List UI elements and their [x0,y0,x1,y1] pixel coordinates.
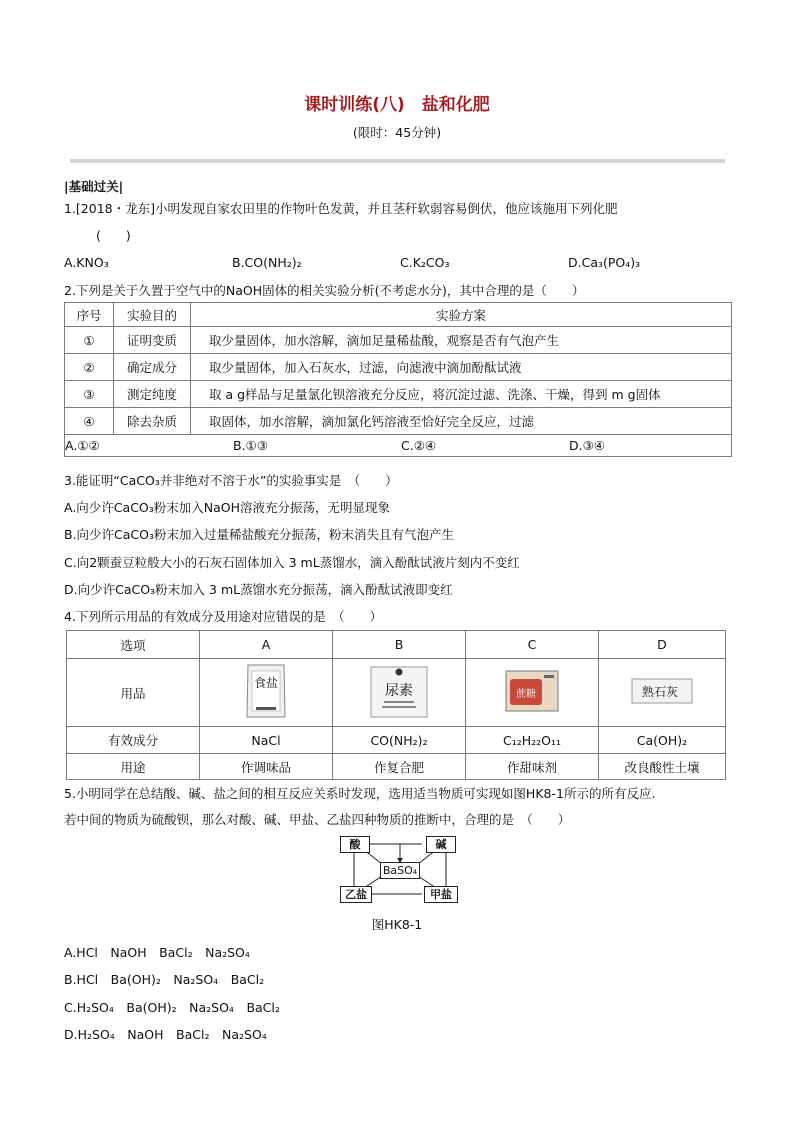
q1-stem: 1.[2018・龙东]小明发现自家农田里的作物叶色发黄，并且茎秆软弱容易倒伏，他应该施用下列化肥 [64,201,618,216]
q2-row4-purpose: 除去杂质 [114,408,191,435]
urea-bag-label: 尿素 [385,683,413,699]
q4-header-option: 选项 [67,631,200,659]
q2-row1-purpose: 证明变质 [114,327,191,354]
table-row [65,408,732,435]
q4-header-b: B [333,631,466,659]
diagram-node-center: BaSO₄ [380,862,420,879]
q2-row3-index: ③ [65,381,114,408]
q4-product-b [333,659,466,727]
slaked-lime-image [630,675,694,710]
q2-row2-purpose: 确定成分 [114,354,191,381]
q3-stem: 3.能证明“CaCO₃并非绝对不溶于水”的实验事实是 （ ） [64,473,398,488]
slaked-lime-label: 熟石灰 [641,685,679,699]
q1-answer-paren: ( ) [96,228,131,243]
q2-row1-index: ① [65,327,114,354]
q5-stem-line1: 5.小明同学在总结酸、碱、盐之间的相互反应关系时发现，选用适当物质可实现如图HK8-1所示的所有反应. [64,786,656,801]
q2-header-purpose: 实验目的 [114,303,191,327]
q2-row3-plan: 取 a g样品与足量氯化钡溶液充分反应，将沉淀过滤、洗涤、干燥，得到 m g固体 [191,381,732,408]
diagram-node-acid: 酸 [340,836,370,853]
table-row [65,381,732,408]
q2-option-c: C.②④ [401,438,437,453]
q4-product-c [466,659,599,727]
q4-component-c: C₁₂H₂₂O₁₁ [466,727,599,754]
q4-row-label-component: 有效成分 [67,727,200,754]
q3-option-c: C.向2颗蚕豆粒般大小的石灰石固体加入 3 mL蒸馏水，滴入酚酞试液片刻内不变红 [64,555,520,570]
q2-options-row [65,435,732,457]
q4-product-a [200,659,333,727]
q2-option-a: A.①② [65,438,100,453]
q5-stem-line2: 若中间的物质为硫酸钡，那么对酸、碱、甲盐、乙盐四种物质的推断中，合理的是 （ ） [64,812,571,827]
q4-use-d: 改良酸性土壤 [599,754,726,780]
q4-header-c: C [466,631,599,659]
q4-component-b: CO(NH₂)₂ [333,727,466,754]
sugar-box-label: 蔗糖 [516,689,536,700]
q2-row1-plan: 取少量固体，加水溶解，滴加足量稀盐酸，观察是否有气泡产生 [191,327,732,354]
q1-option-a: A.KNO₃ [64,255,109,270]
q1-option-b: B.CO(NH₂)₂ [232,255,302,270]
q1-option-c: C.K₂CO₃ [400,255,450,270]
q4-row-label-use: 用途 [67,754,200,780]
table-row [67,659,726,727]
header-divider [70,159,725,163]
diagram-node-salt-a: 甲盐 [424,886,458,903]
page-title: 课时训练(八) 盐和化肥 [304,95,490,115]
q4-use-b: 作复合肥 [333,754,466,780]
q3-option-d: D.向少许CaCO₃粉末加入 3 mL蒸馏水充分振荡，滴入酚酞试液即变红 [64,582,453,597]
q2-header-index: 序号 [65,303,114,327]
q4-product-d [599,659,726,727]
q3-option-b: B.向少许CaCO₃粉末加入过量稀盐酸充分振荡，粉末消失且有气泡产生 [64,527,455,542]
diagram-node-base: 碱 [426,836,456,853]
q5-option-a: A.HCl NaOH BaCl₂ Na₂SO₄ [64,945,250,960]
q2-row3-purpose: 测定纯度 [114,381,191,408]
figure-caption: 图HK8-1 [371,917,423,932]
q4-use-c: 作甜味剂 [466,754,599,780]
table-row [67,727,726,754]
q2-table-header [65,303,732,327]
q4-stem: 4.下列所示用品的有效成分及用途对应错误的是 （ ） [64,609,383,624]
q4-table [66,630,726,780]
q4-header-d: D [599,631,726,659]
q4-row-label-product: 用品 [67,659,200,727]
q5-option-b: B.HCl Ba(OH)₂ Na₂SO₄ BaCl₂ [64,972,265,987]
q4-component-a: NaCl [200,727,333,754]
q2-option-d: D.③④ [569,438,606,453]
time-limit: (限时：45分钟) [352,125,442,140]
section-heading: |基础过关| [64,179,124,194]
diagram-node-salt-b: 乙盐 [340,886,372,903]
table-row [67,754,726,780]
q2-row2-index: ② [65,354,114,381]
table-row [65,354,732,381]
q2-option-b: B.①③ [233,438,268,453]
table-row [65,327,732,354]
q2-table [64,302,732,457]
urea-bag-image [368,661,430,724]
q4-component-d: Ca(OH)₂ [599,727,726,754]
q2-stem: 2.下列是关于久置于空气中的NaOH固体的相关实验分析(不考虑水分)，其中合理的是（ ） [64,283,585,298]
q1-option-d: D.Ca₃(PO₄)₃ [568,255,641,270]
q2-row2-plan: 取少量固体，加入石灰水，过滤，向滤液中滴加酚酞试液 [191,354,732,381]
q2-row4-plan: 取固体，加水溶解，滴加氯化钙溶液至恰好完全反应，过滤 [191,408,732,435]
salt-bag-label-top: 食盐 [253,676,279,690]
q2-row4-index: ④ [65,408,114,435]
salt-bag-image [244,661,288,724]
reaction-diagram [340,834,460,904]
q4-table-header [67,631,726,659]
q4-use-a: 作调味品 [200,754,333,780]
q3-option-a: A.向少许CaCO₃粉末加入NaOH溶液充分振荡，无明显现象 [64,500,391,515]
sugar-box-image [504,667,560,718]
q5-option-d: D.H₂SO₄ NaOH BaCl₂ Na₂SO₄ [64,1027,267,1042]
q2-header-plan: 实验方案 [191,303,732,327]
q4-header-a: A [200,631,333,659]
q5-option-c: C.H₂SO₄ Ba(OH)₂ Na₂SO₄ BaCl₂ [64,1000,280,1015]
